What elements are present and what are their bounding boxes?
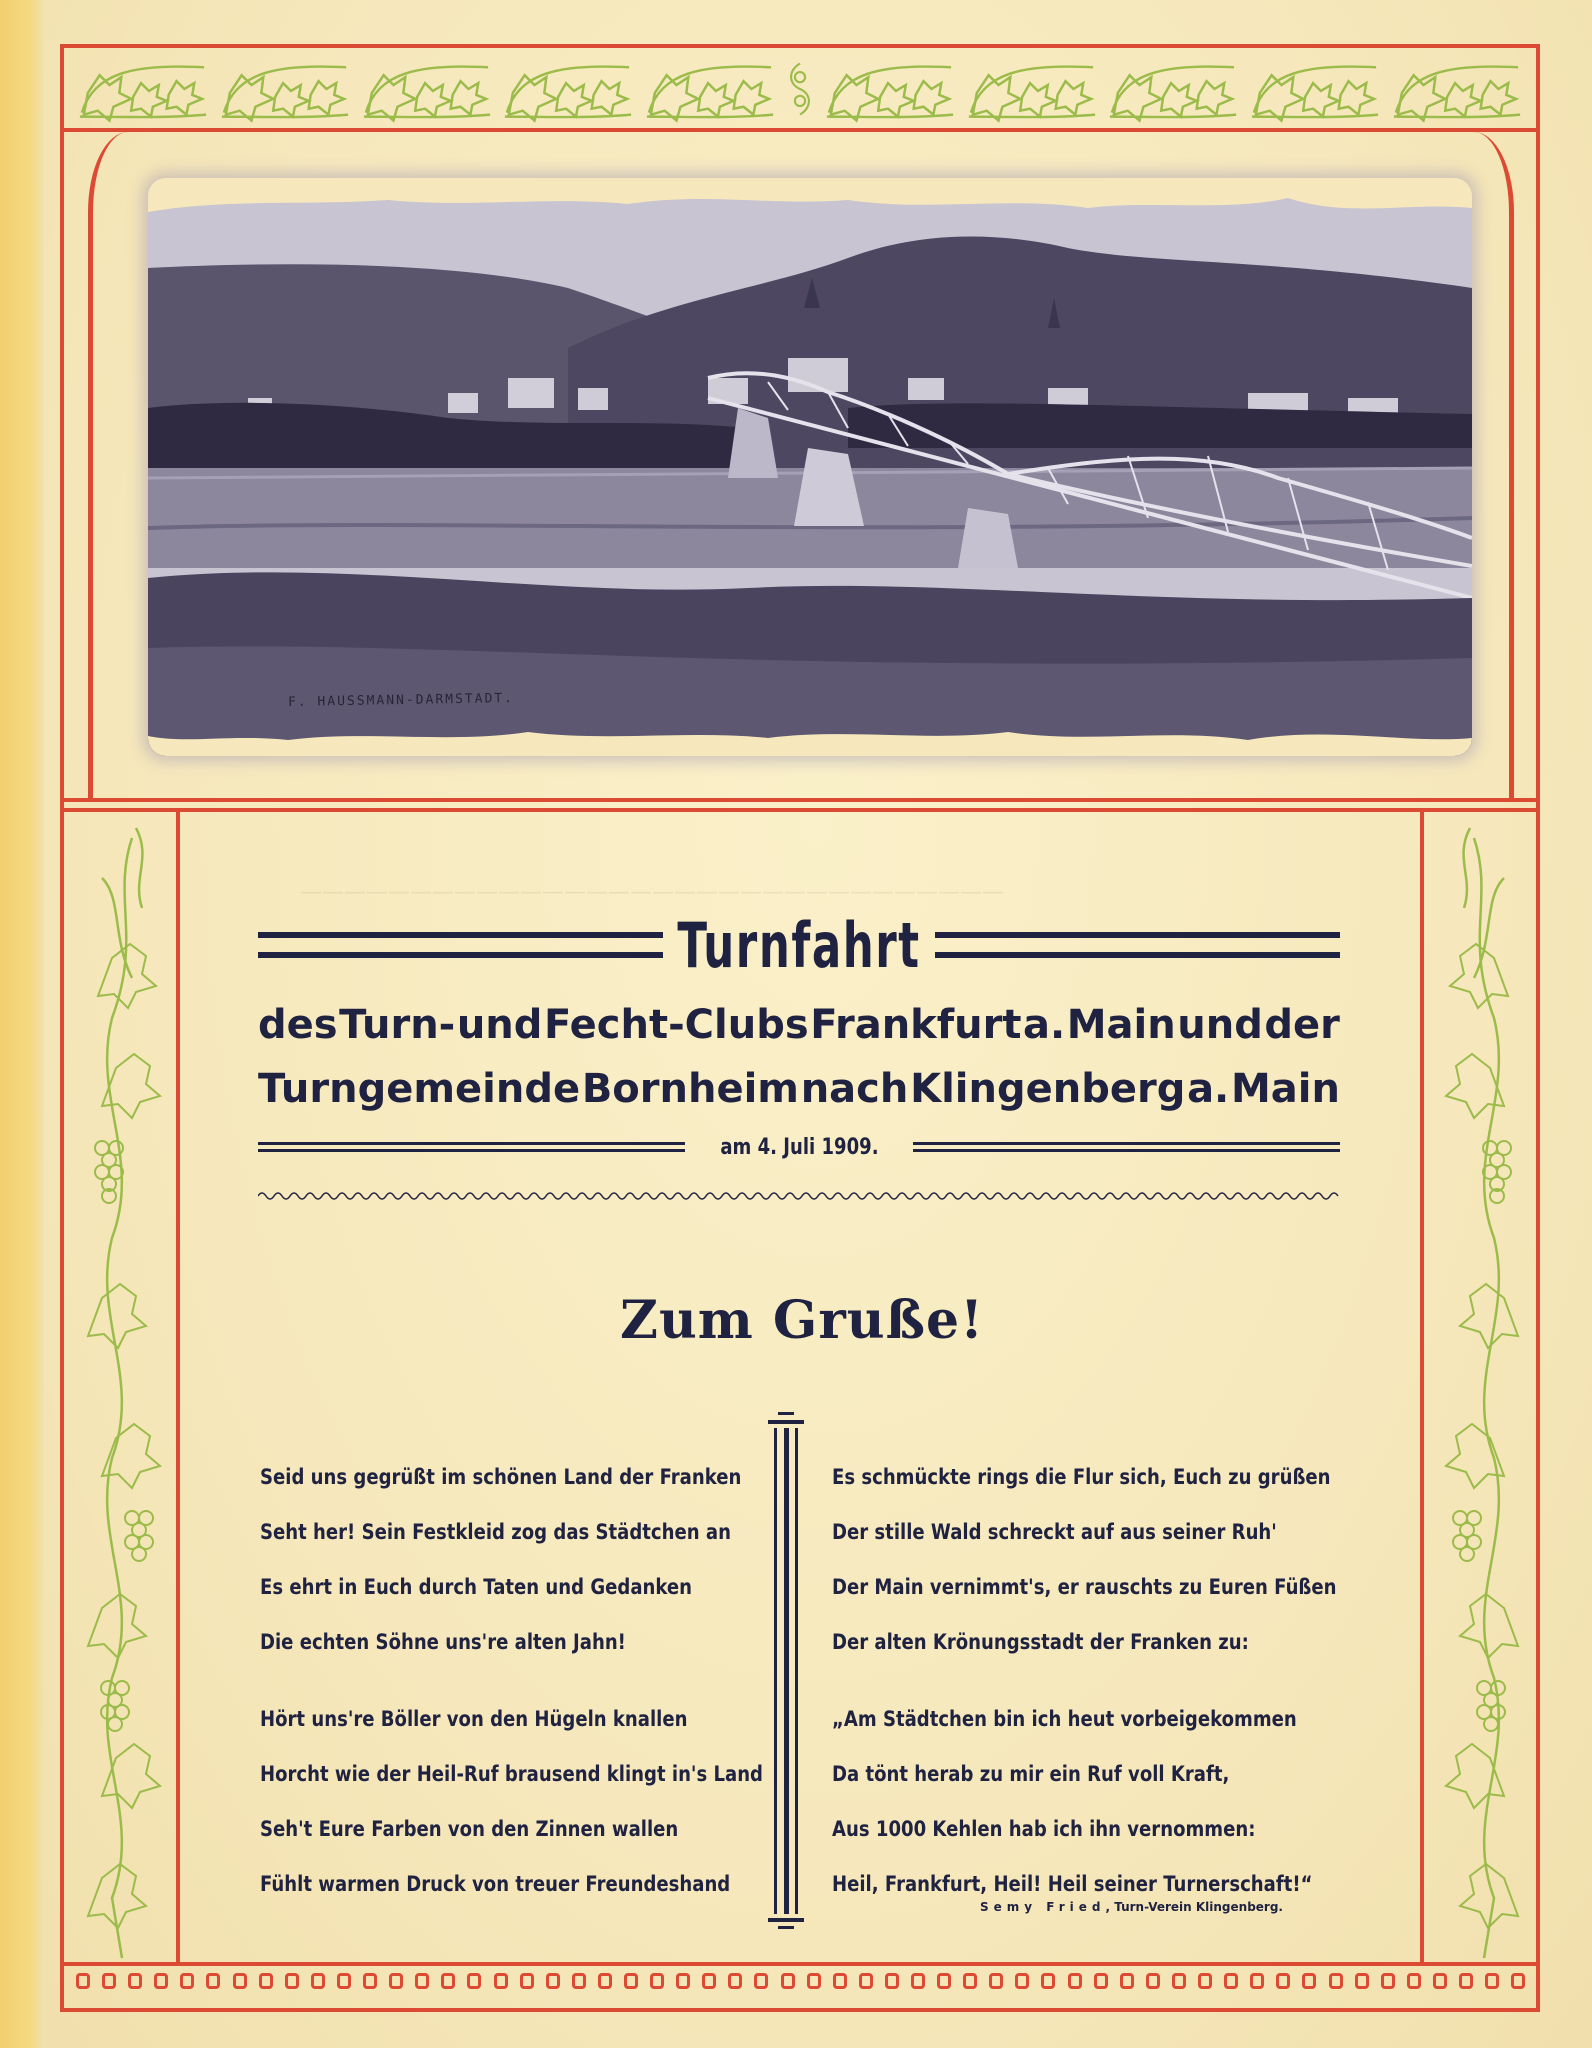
bead-ornament-icon [1120, 1973, 1134, 1989]
poem-line: Der alten Krönungsstadt der Franken zu: [832, 1630, 1249, 1654]
bead-ornament-icon [363, 1973, 377, 1989]
bead-ornament-icon [676, 1973, 690, 1989]
stanza-gap [260, 1670, 780, 1692]
bead-ornament-icon [1459, 1973, 1473, 1989]
subtitle-word: a. [1187, 1066, 1230, 1112]
poem-line: Seh't Eure Farben von den Zinnen wallen [260, 1817, 679, 1841]
subtitle-word: Main [1066, 1002, 1176, 1048]
bead-ornament-icon [128, 1973, 142, 1989]
grapevine-icon [72, 818, 176, 1964]
bead-ornament-icon [233, 1973, 247, 1989]
subtitle-word: Turngemeinde [258, 1066, 581, 1112]
ivy-leaf-icon [963, 53, 1101, 125]
bead-ornament-icon [1433, 1973, 1447, 1989]
poem-line: Seht her! Sein Festkleid zog das Städtchen an [260, 1520, 731, 1544]
subtitle-word: Frankfurt [810, 1002, 1022, 1048]
bead-ornament-icon [1302, 1973, 1316, 1989]
ivy-leaf-icon [1388, 53, 1526, 125]
subtitle-word: der [1264, 1002, 1340, 1048]
event-date: am 4. Juli 1909. [719, 1134, 879, 1160]
bead-ornament-icon [728, 1973, 742, 1989]
poem-right-column [832, 1450, 1372, 1912]
author-name: Semy Fried [980, 1900, 1106, 1914]
subtitle-word: nach [800, 1066, 909, 1112]
bead-ornament-icon [285, 1973, 299, 1989]
grapevine-icon [1430, 818, 1534, 1964]
poem-line: Der stille Wald schreckt auf aus seiner Ruh' [832, 1520, 1277, 1544]
subtitle-word: Bornheim [581, 1066, 799, 1112]
bead-ornament-icon [989, 1973, 1003, 1989]
ivy-leaf-icon [74, 53, 212, 125]
bead-ornament-icon [598, 1973, 612, 1989]
subtitle-word: Fecht-Clubs [543, 1002, 809, 1048]
bead-ornament-icon [102, 1973, 116, 1989]
bead-ornament-icon [1198, 1973, 1212, 1989]
ivy-leaf-icon [499, 53, 637, 125]
subtitle-word: und [1177, 1002, 1263, 1048]
date-rule-right [913, 1142, 1340, 1152]
poem-line: Horcht wie der Heil-Ruf brausend klingt in's Land [260, 1762, 763, 1786]
klingenberg-illustration [148, 178, 1472, 756]
poem-line: Hört uns're Böller von den Hügeln knallen [260, 1707, 688, 1731]
bead-ornament-icon [546, 1973, 560, 1989]
title-row [258, 900, 1340, 990]
bead-ornament-icon [1041, 1973, 1055, 1989]
subtitle-line-2 [258, 1066, 1340, 1112]
bead-ornament-icon [1172, 1973, 1186, 1989]
bead-ornament-icon [807, 1973, 821, 1989]
vine-column-left [72, 818, 176, 1964]
author-affiliation: , Turn-Verein Klingenberg. [1105, 1900, 1283, 1914]
poem-line: Aus 1000 Kehlen hab ich ihn vernommen: [832, 1817, 1256, 1841]
bead-ornament-icon [1381, 1973, 1395, 1989]
bead-ornament-icon [963, 1973, 977, 1989]
bead-ornament-icon [754, 1973, 768, 1989]
bead-ornament-icon [154, 1973, 168, 1989]
poem-line: Es schmückte rings die Flur sich, Euch zu grüßen [832, 1465, 1331, 1489]
frame-rule [64, 1962, 1536, 1966]
bead-ornament-icon [937, 1973, 951, 1989]
bead-ornament-icon [1250, 1973, 1264, 1989]
bead-ornament-icon [1224, 1973, 1238, 1989]
bead-ornament-icon [859, 1973, 873, 1989]
poem-line: Der Main vernimmt's, er rauschts zu Euren Füßen [832, 1575, 1337, 1599]
bead-ornament-icon [1485, 1973, 1499, 1989]
title-rule-right [935, 932, 1340, 958]
date-row [258, 1132, 1340, 1162]
subtitle-word: a. [1023, 1002, 1066, 1048]
bead-ornament-icon [1276, 1973, 1290, 1989]
frame-rule [64, 798, 1536, 802]
ivy-leaf-icon [821, 53, 959, 125]
bead-ornament-icon [76, 1973, 90, 1989]
ivy-center-knot-icon [783, 53, 817, 125]
bead-ornament-icon [1407, 1973, 1421, 1989]
bead-ornament-icon [650, 1973, 664, 1989]
title-rule-left [258, 932, 663, 958]
bead-ornament-icon [833, 1973, 847, 1989]
bead-ornament-icon [1015, 1973, 1029, 1989]
poem-line: Fühlt warmen Druck von treuer Freundeshand [260, 1872, 731, 1896]
date-rule-left [258, 1142, 685, 1152]
bead-ornament-icon [259, 1973, 273, 1989]
illustration-credit: F. HAUSSMANN-DARMSTADT. [287, 691, 515, 710]
bead-ornament-icon [781, 1973, 795, 1989]
bead-border [68, 1968, 1534, 1994]
stanza-gap [832, 1670, 1372, 1692]
bead-ornament-icon [702, 1973, 716, 1989]
ivy-leaf-icon [216, 53, 354, 125]
program-content [186, 820, 1418, 1960]
bleed-through-text: ———————————————————————————————— [300, 880, 1004, 905]
subtitle-word: Turn- [339, 1002, 456, 1048]
bead-ornament-icon [415, 1973, 429, 1989]
bead-ornament-icon [885, 1973, 899, 1989]
bead-ornament-icon [441, 1973, 455, 1989]
subtitle-word: des [258, 1002, 338, 1048]
bead-ornament-icon [180, 1973, 194, 1989]
poem-line: Es ehrt in Euch durch Taten und Gedanken [260, 1575, 693, 1599]
frame-rule [1420, 812, 1424, 1964]
bead-ornament-icon [337, 1973, 351, 1989]
bead-ornament-icon [311, 1973, 325, 1989]
poem-line: Da tönt herab zu mir ein Ruf voll Kraft, [832, 1762, 1230, 1786]
bead-ornament-icon [494, 1973, 508, 1989]
bead-ornament-icon [624, 1973, 638, 1989]
ivy-leaf-icon [1246, 53, 1384, 125]
subtitle-word: Main [1230, 1066, 1340, 1112]
poem-line: Die echten Söhne uns're alten Jahn! [260, 1630, 626, 1654]
landscape-illustration [148, 178, 1472, 756]
bead-ornament-icon [1329, 1973, 1343, 1989]
frame-rule [176, 812, 180, 1964]
poem-signature [980, 1900, 1283, 1914]
bead-ornament-icon [1068, 1973, 1082, 1989]
ivy-frieze [64, 48, 1536, 130]
bead-ornament-icon [389, 1973, 403, 1989]
bead-ornament-icon [1355, 1973, 1369, 1989]
frame-rule [64, 808, 1536, 812]
poem-line: Seid uns gegrüßt im schönen Land der Franken [260, 1465, 742, 1489]
poem-line: „Am Städtchen bin ich heut vorbeigekommen [832, 1707, 1297, 1731]
bead-ornament-icon [467, 1973, 481, 1989]
wavy-divider [258, 1190, 1340, 1202]
bead-ornament-icon [1094, 1973, 1108, 1989]
vine-column-right [1430, 818, 1534, 1964]
bead-ornament-icon [1511, 1973, 1525, 1989]
ivy-leaf-icon [358, 53, 496, 125]
greeting-heading: Zum Gruße! [620, 1290, 984, 1351]
paper-edge-strip [0, 0, 44, 2048]
bead-ornament-icon [206, 1973, 220, 1989]
page-title: Turnfahrt [677, 908, 921, 982]
bead-ornament-icon [572, 1973, 586, 1989]
ivy-leaf-icon [641, 53, 779, 125]
poem-line: Heil, Frankfurt, Heil! Heil seiner Turnerschaft!“ [832, 1872, 1313, 1896]
ivy-leaf-icon [1104, 53, 1242, 125]
subtitle-word: und [456, 1002, 543, 1048]
subtitle-word: Klingenberg [910, 1066, 1186, 1112]
poem-left-column [260, 1450, 780, 1912]
bead-ornament-icon [911, 1973, 925, 1989]
subtitle-line-1 [258, 1002, 1340, 1048]
bead-ornament-icon [1146, 1973, 1160, 1989]
bead-ornament-icon [520, 1973, 534, 1989]
